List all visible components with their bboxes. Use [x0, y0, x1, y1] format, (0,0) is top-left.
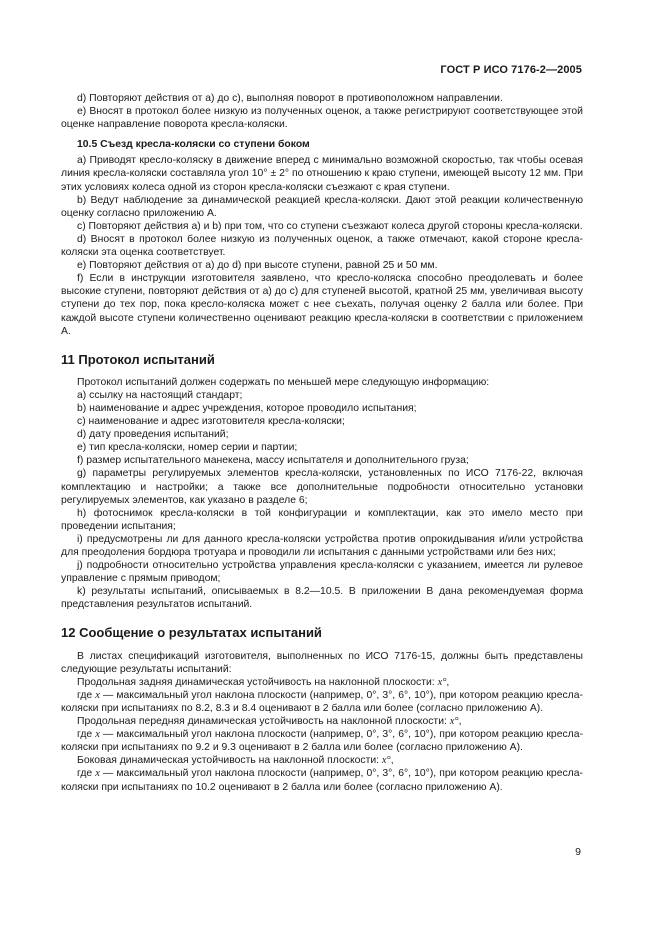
- page-number: 9: [575, 846, 581, 858]
- s11-item-k: k) результаты испытаний, описываемых в 8.2—10.5. В приложении В дана рекомендуемая форма представления результатов испытаний.: [61, 586, 583, 611]
- s11-intro: Протокол испытаний должен содержать по меньшей мере следующую информацию:: [77, 376, 490, 388]
- s11-item-h: h) фотоснимок кресла-коляски в той конфигурации и комплектации, как это имело место при проведении испытания;: [61, 507, 583, 532]
- front-stability-definition: [61, 728, 583, 754]
- s105-item-c: c) Повторяют действия а) и b) при том, что со ступени съезжают колеса другой стороны кресла-коляски.: [77, 220, 583, 232]
- comma: ,: [390, 755, 394, 767]
- rear-stability-definition: [61, 689, 583, 715]
- s105-item-a: a) Приводят кресло-коляску в движение вперед с минимально возможной скоростью, так чтобы осевая линия кресла-коляски составляла угол 10° ± 2° по отношению к краю ступени, имеющей высоту 12 мм. При этих условиях колеса одной из сторон кресла-коляски съезжают с края ступени.: [61, 155, 583, 193]
- s11-item-a: a) ссылку на настоящий стандарт;: [77, 389, 243, 401]
- lateral-stability-label: Боковая динамическая устойчивость на наклонной плоскости:: [77, 755, 382, 767]
- s11-item-f: f) размер испытательного манекена, массу испытателя и дополнительного груза;: [77, 455, 469, 467]
- rear-stability-value: x°: [437, 676, 447, 688]
- s105-item-b: b) Ведут наблюдение за динамической реакцией кресла-коляски. Дают этой реакции количественную оценку согласно приложению А.: [61, 194, 583, 219]
- comma: ,: [446, 676, 450, 688]
- document-header: ГОСТ Р ИСО 7176-2—2005: [440, 64, 582, 76]
- s11-item-j: j) подробности относительно устройства управления кресла-коляски с указанием, имеется ли рулевое управление с прямым приводом;: [61, 560, 583, 585]
- variable-x: x: [95, 689, 100, 701]
- lateral-stability-value: x°: [381, 755, 391, 767]
- variable-x: x: [95, 768, 100, 780]
- paragraph-d: d) Повторяют действия от а) до с), выполняя поворот в противоположном направлении.: [77, 93, 503, 104]
- lateral-stability-line: [61, 754, 583, 767]
- rear-stability-label: Продольная задняя динамическая устойчивость на наклонной плоскости:: [77, 676, 438, 688]
- s105-item-d: d) Вносят в протокол более низкую из полученных оценок, а также отмечают, какой стороне кресла-коляски эта оценка соответствует.: [61, 233, 583, 259]
- front-stability-label: Продольная передняя динамическая устойчивость на наклонной плоскости:: [77, 716, 450, 728]
- section-10-5-title: 10.5 Съезд кресла-коляски со ступени боком: [77, 139, 310, 151]
- comma: ,: [458, 716, 462, 728]
- s11-item-e: е) тип кресла-коляски, номер серии и партии;: [77, 442, 298, 454]
- s11-item-i: i) предусмотрены ли для данного кресла-коляски устройства против опрокидывания и/или устройства для преодоления бордюра тротуара и проводили ли испытания с данными устройствами или без них;: [61, 533, 583, 558]
- section-11-heading: 11 Протокол испытаний: [61, 351, 215, 367]
- s105-item-f: f) Если в инструкции изготовителя заявлено, что кресло-коляска способно преодолевать и более высокие ступени, повторяют действия от а) до с) для ступеней высотой, кратной 25 мм, увеличивая высоту ступени до тех пор, пока кресло-коляска может с нее съехать, получая оценку 2 балла или более. При каждой высоте ступени количественно оценивают реакцию кресла-коляски в соответствии с приложением А.: [61, 273, 583, 337]
- page-content: [61, 92, 583, 794]
- s11-item-d: d) дату проведения испытаний;: [77, 429, 229, 441]
- rear-stability-line: [61, 676, 583, 689]
- s11-item-b: b) наименование и адрес учреждения, которое проводило испытания;: [77, 402, 417, 414]
- where-word: где: [77, 689, 96, 701]
- s11-item-c: c) наименование и адрес изготовителя кресла-коляски;: [77, 416, 345, 428]
- rear-definition-text: — максимальный угол наклона плоскости (например, 0°, 3°, 6°, 10°), при котором реакцию кресла-коляски при испытаниях по 8.2, 8.3 и 8.4 оценивают в 2 балла или более (согласно приложению А).: [61, 689, 583, 714]
- s11-item-g: g) параметры регулируемых элементов кресла-коляски, установленных по ИСО 7176-22, включая комплектацию и настройки; а также все дополнительные подробности относительно установки регулируемых элементов, как указано в разделе 6;: [61, 468, 583, 506]
- lateral-definition-text: — максимальный угол наклона плоскости (например, 0°, 3°, 6°, 10°), при котором реакцию кресла-коляски при испытаниях по 10.2 оценивают в 2 балла или более (согласно приложению А).: [61, 768, 583, 793]
- front-stability-line: [61, 715, 583, 728]
- lateral-stability-definition: [61, 767, 583, 793]
- where-word: где: [77, 729, 96, 741]
- s105-item-e: е) Повторяют действия от а) до d) при высоте ступени, равной 25 и 50 мм.: [77, 260, 438, 272]
- s12-intro: В листах спецификаций изготовителя, выполненных по ИСО 7176-15, должны быть представлены следующие результаты испытаний:: [61, 650, 583, 675]
- section-12-heading: 12 Сообщение о результатах испытаний: [61, 625, 322, 641]
- where-word: где: [77, 768, 96, 780]
- variable-x: x: [95, 729, 100, 741]
- front-definition-text: — максимальный угол наклона плоскости (например, 0°, 3°, 6°, 10°), при котором реакцию кресла-коляски при испытаниях по 9.2 и 9.3 оценивают в 2 балла или более (согласно приложению А).: [61, 729, 583, 754]
- front-stability-value: x°: [449, 716, 459, 728]
- paragraph-e: е) Вносят в протокол более низкую из полученных оценок, а также регистрируют соответствующее этой оценке направление поворота кресла-коляски.: [61, 106, 583, 131]
